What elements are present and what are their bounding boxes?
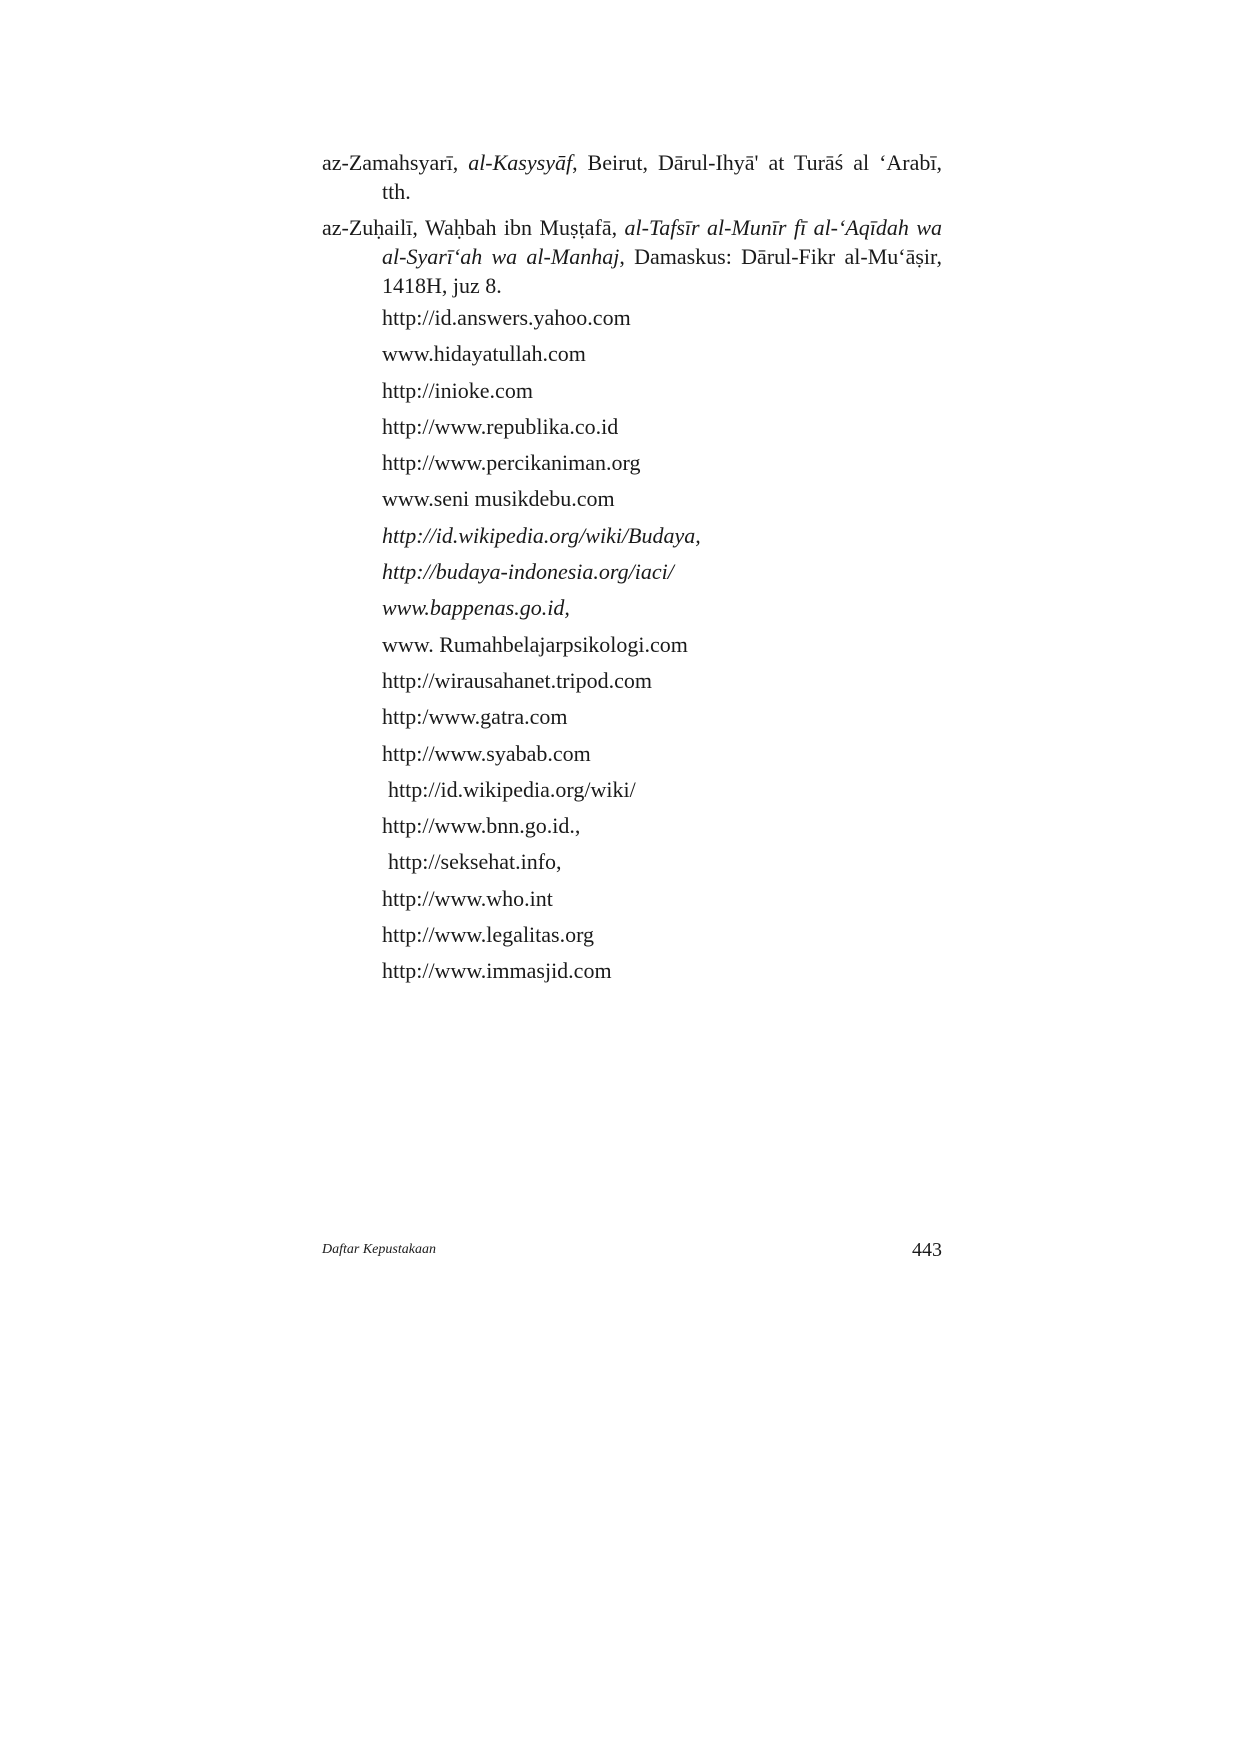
- reference-title: al-Tafsīr al-Munīr fī al-‘Aqīdah wa al-Syarī‘ah wa al-Manhaj: [382, 215, 943, 269]
- web-source-item: http://www.bnn.go.id.,: [382, 813, 581, 839]
- web-source-item: www.bappenas.go.id,: [382, 595, 570, 621]
- web-source-item: http://www.immasjid.com: [382, 958, 612, 984]
- web-source-item: http://budaya-indonesia.org/iaci/: [382, 559, 674, 585]
- page-number: 443: [912, 1239, 942, 1261]
- web-source-item: http://www.who.int: [382, 885, 553, 911]
- web-source-item: http://id.wikipedia.org/wiki/Budaya,: [382, 522, 701, 548]
- web-source-item: http://id.wikipedia.org/wiki/: [388, 776, 636, 802]
- footer-section-title: Daftar Kepustakaan: [322, 1242, 436, 1257]
- web-source-item: www. Rumahbelajarpsikologi.com: [382, 631, 688, 657]
- web-source-item: http://www.legalitas.org: [382, 922, 595, 948]
- web-source-item: http://id.answers.yahoo.com: [382, 305, 631, 330]
- web-source-item: http://www.percikaniman.org: [382, 450, 641, 476]
- web-source-item: http:/www.gatra.com: [382, 704, 568, 730]
- reference-entry: [322, 213, 942, 300]
- web-source-item: www.hidayatullah.com: [382, 341, 586, 367]
- web-source-item: http://inioke.com: [382, 377, 533, 403]
- web-source-item: http://www.syabab.com: [382, 740, 591, 766]
- web-source-item: http://seksehat.info,: [388, 849, 562, 875]
- web-source-item: http://www.republika.co.id: [382, 413, 619, 439]
- reference-title: al-Kasysyāf: [468, 150, 573, 175]
- reference-details: , Beirut, Dārul-Ihyā' at Turāś al ‘Arabī, tth.: [382, 150, 942, 204]
- web-source-item: www.seni musikdebu.com: [382, 486, 615, 512]
- reference-entry: [322, 148, 942, 206]
- web-source-item: http://wirausahanet.tripod.com: [382, 667, 653, 693]
- web-source-list: [382, 300, 942, 990]
- reference-author: az-Zuḥailī, Waḥbah ibn Muṣṭafā,: [322, 215, 618, 240]
- reference-list: [322, 148, 942, 307]
- reference-details: , Damaskus: Dārul-Fikr al-Mu‘āṣir, 1418H, juz 8.: [382, 244, 942, 298]
- reference-author: az-Zamahsyarī,: [322, 150, 459, 175]
